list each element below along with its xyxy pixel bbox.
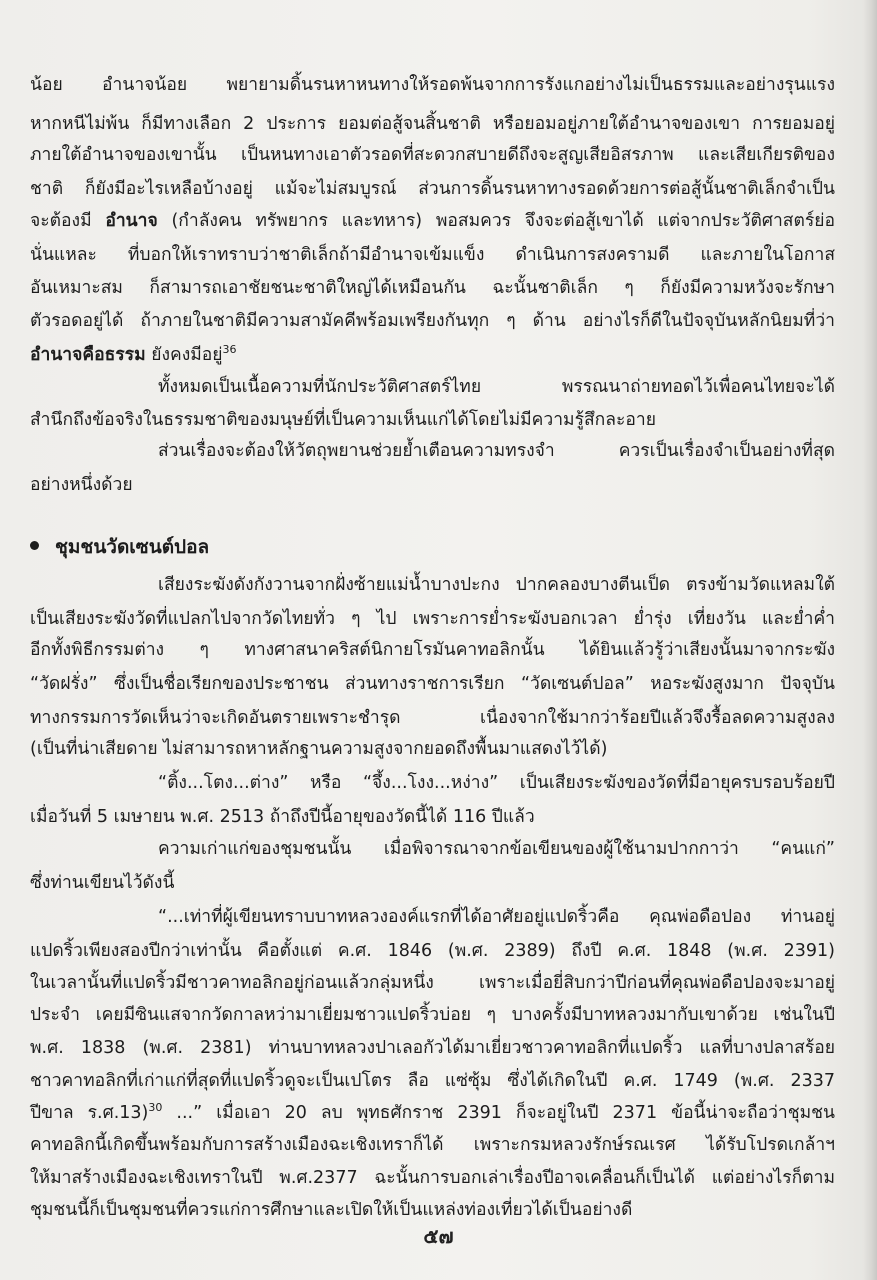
paragraph-line: คาทอลิกนี้เกิดขึ้นพร้อมกับการสร้างเมืองฉะเชิงเทราก็ได้ เพราะกรมหลวงรักษ์รณเรศ ได้รับโปรดเกล้าฯ (30, 1135, 835, 1155)
paragraph-line: (เป็นที่น่าเสียดาย ไม่สามารถหาหลักฐานความสูงจากยอดถึงพื้นมาแสดงไว้ได้) (30, 739, 608, 759)
paragraph-line: หากหนีไม่พ้น ก็มีทางเลือก 2 ประการ ยอมต่อสู้จนสิ้นชาติ หรือยอมอยู่ภายใต้อำนาจของเขา การยอมอยู่ (30, 114, 835, 134)
paragraph-line: ส่วนเรื่องจะต้องให้วัตถุพยานช่วยย้ำเตือนความทรงจำ ควรเป็นเรื่องจำเป็นอย่างที่สุด (158, 441, 835, 461)
quote-line: ชาวคาทอลิกที่เก่าแก่ที่สุดที่แปดริ้วดูจะเป็นเปโตร ลือ แซ่ซุ้ม ซึ่งได้เกิดในปี ค.ศ. 1749 (พ.ศ. 2337 (30, 1071, 835, 1091)
paragraph-line (30, 344, 237, 366)
paragraph-line: ซึ่งท่านเขียนไว้ดังนี้ (30, 873, 175, 893)
paragraph-line: สำนึกถึงข้อจริงในธรรมชาติของมนุษย์ที่เป็นความเห็นแก่ได้โดยไม่มีความรู้สึกละอาย (30, 410, 656, 430)
paragraph-line: น้อย อำนาจน้อย พยายามดิ้นรนหาหนทางให้รอดพ้นจากการรังแกอย่างไม่เป็นธรรมและอย่างรุนแรง (30, 75, 835, 95)
paragraph-line: เมื่อวันที่ 5 เมษายน พ.ศ. 2513 ถ้าถึงปีนี้อายุของวัดนี้ได้ 116 ปีแล้ว (30, 807, 535, 827)
text-span: (กำลังคน ทรัพยากร และทหาร) พอสมควร จึงจะต่อสู้เขาได้ แต่จากประวัติศาสตร์ย่อ (157, 211, 835, 231)
paragraph-line: ตัวรอดอยู่ได้ ถ้าภายในชาติมีความสามัคคีพร้อมเพรียงกันทุก ๆ ด้าน อย่างไรก็ดีในปัจจุบันหลักนิยมที่ว่า (30, 311, 835, 331)
paragraph-line: นั่นแหละ ที่บอกให้เราทราบว่าชาติเล็กถ้ามีอำนาจเข้มแข็ง ดำเนินการสงครามดี และภายในโอกาส (30, 245, 835, 265)
quote-line: ประจำ เคยมีซินแสจากวัดกาลหว่ามาเยี่ยมชาวแปดริ้วบ่อย ๆ บางครั้งมีบาทหลวงมากับเขาด้วย เช่นในปี (30, 1005, 835, 1025)
text-span: ...” เมื่อเอา 20 ลบ พุทธศักราช 2391 ก็จะอยู่ในปี 2371 ข้อนี้น่าจะถือว่าชุมชน (162, 1103, 835, 1123)
quote-line: พ.ศ. 1838 (พ.ศ. 2381) ท่านบาทหลวงปาเลอกัวได้มาเยี่ยวชาวคาทอลิกที่แปดริ้ว แลที่บางปลาสร้อย (30, 1038, 835, 1058)
paragraph-line: ภายใต้อำนาจของเขานั้น เป็นหนทางเอาตัวรอดที่สะดวกสบายดีถึงจะสูญเสียอิสรภาพ และเสียเกียรติของ (30, 145, 835, 165)
paragraph-line: อย่างหนึ่งด้วย (30, 475, 133, 495)
paragraph-line (30, 1102, 835, 1124)
paragraph-line: เป็นเสียงระฆังวัดที่แปลกไปจากวัดไทยทั่ว ๆ ไป เพราะการย่ำระฆังบอกเวลา ย่ำรุ่ง เที่ยงวัน และย่ำค่ำ (30, 609, 835, 629)
paragraph-line: อันเหมาะสม ก็สามารถเอาชัยชนะชาติใหญ่ได้เหมือนกัน ฉะนั้นชาติเล็ก ๆ ก็ยังมีความหวังจะรักษา (30, 278, 835, 298)
paragraph-line: ชุมชนนี้ก็เป็นชุมชนที่ควรแก่การศึกษาและเปิดให้เป็นแหล่งท่องเที่ยวได้เป็นอย่างดี (30, 1200, 633, 1220)
paragraph-line: ให้มาสร้างเมืองฉะเชิงเทราในปี พ.ศ.2377 ฉะนั้นการบอกเล่าเรื่องปีอาจเคลื่อนก็เป็นได้ แต่อย่างไรก็ตาม (30, 1168, 835, 1188)
bullet-icon (30, 541, 39, 550)
page-spine-shadow (863, 0, 877, 1280)
text-span: จะต้องมี (30, 211, 106, 231)
paragraph-line: “ติ้ง...โตง...ต่าง” หรือ “จึ้ง...โงง...หง่าง” เป็นเสียงระฆังของวัดที่มีอายุครบรอบร้อยปี (158, 773, 835, 793)
section-heading (30, 535, 209, 559)
quote-line: แปดริ้วเพียงสองปีกว่าเท่านั้น คือตั้งแต่ ค.ศ. 1846 (พ.ศ. 2389) ถึงปี ค.ศ. 1848 (พ.ศ. 2391) (30, 941, 835, 961)
paragraph-line: ทั้งหมดเป็นเนื้อความที่นักประวัติศาสตร์ไทย พรรณนาถ่ายทอดไว้เพื่อคนไทยจะได้ (158, 377, 835, 397)
bold-term-power: อำนาจ (105, 211, 158, 231)
text-span: ยังคงมีอยู่ (145, 345, 223, 365)
paragraph-line: เสียงระฆังดังกังวานจากฝั่งซ้ายแม่น้ำบางปะกง ปากคลองบางตีนเป็ด ตรงข้ามวัดแหลมใต้ (158, 575, 835, 595)
section-heading-text: ชุมชนวัดเซนต์ปอล (55, 536, 210, 558)
text-span: ปีขาล ร.ศ.13) (30, 1103, 149, 1123)
quote-line: “...เท่าที่ผู้เขียนทราบบาทหลวงองค์แรกที่ได้อาศัยอยู่แปดริ้วคือ คุณพ่อดือปอง ท่านอยู่ (158, 907, 835, 927)
footnote-ref: 36 (222, 343, 237, 357)
paragraph-line: “วัดฝรั่ง” ซึ่งเป็นชื่อเรียกของประชาชน ส่วนทางราชการเรียก “วัดเซนต์ปอล” หอระฆังสูงมาก ปัจจุบัน (30, 674, 835, 694)
bold-term-might-is-right: อำนาจคือธรรม (30, 345, 146, 365)
footnote-ref: 30 (148, 1101, 163, 1115)
page-number: ๕๗ (423, 1224, 454, 1248)
paragraph-line: ทางกรรมการวัดเห็นว่าจะเกิดอันตรายเพราะชำรุด เนื่องจากใช้มากว่าร้อยปีแล้วจึงรื้อลดความสูงลง (30, 708, 835, 728)
paragraph-line: อีกทั้งพิธีกรรมต่าง ๆ ทางศาสนาคริสต์นิกายโรมันคาทอลิกนั้น ได้ยินแล้วรู้ว่าเสียงนั้นมาจากระฆัง (30, 640, 835, 660)
paragraph-line (30, 210, 835, 232)
quote-line: ในเวลานั้นที่แปดริ้วมีชาวคาทอลิกอยู่ก่อนแล้วกลุ่มหนึ่ง เพราะเมื่อยี่สิบกว่าปีก่อนที่คุณพ่อดือปองจะมาอยู่ (30, 973, 835, 993)
paragraph-line: ชาติ ก็ยังมีอะไรเหลือบ้างอยู่ แม้จะไม่สมบูรณ์ ส่วนการดิ้นรนหาทางรอดด้วยการต่อสู้นั้นชาติเล็กจำเป็น (30, 179, 835, 199)
paragraph-line: ความเก่าแก่ของชุมชนนั้น เมื่อพิจารณาจากข้อเขียนของผู้ใช้นามปากกาว่า “คนแก่” (158, 839, 835, 859)
